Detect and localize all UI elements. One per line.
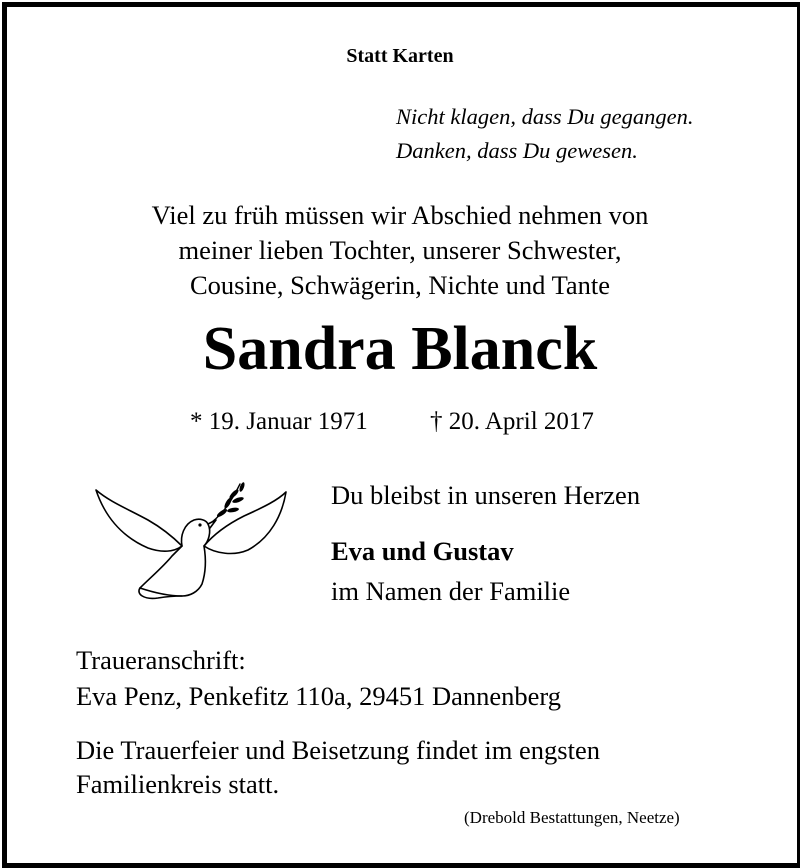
death-date: † 20. April 2017: [430, 408, 594, 435]
intro-line-1: Viel zu früh müssen wir Abschied nehmen von: [151, 200, 649, 230]
intro-line-2: meiner lieben Tochter, unserer Schwester,: [178, 235, 622, 265]
closing-line: Du bleibst in unseren Herzen: [331, 480, 641, 510]
funeral-home-credit: (Drebold Bestattungen, Neetze): [464, 808, 680, 827]
ceremony-line-1: Die Trauerfeier und Beisetzung findet im engsten: [76, 735, 600, 765]
intro-line-3: Cousine, Schwägerin, Nichte und Tante: [189, 270, 611, 300]
birth-date: * 19. Januar 1971: [190, 408, 368, 435]
address-line: Eva Penz, Penkefitz 110a, 29451 Dannenberg: [76, 681, 561, 711]
address-label: Traueranschrift:: [76, 645, 246, 675]
signer-names: Eva und Gustav: [331, 536, 514, 566]
motto-line-1: Nicht klagen, dass Du gegangen.: [396, 104, 694, 129]
ceremony-line-2: Familienkreis statt.: [76, 769, 280, 799]
dove-icon: [88, 480, 294, 602]
heading: Statt Karten: [346, 45, 454, 67]
deceased-name: Sandra Blanck: [202, 315, 598, 383]
motto-line-2: Danken, dass Du gewesen.: [396, 138, 638, 163]
signer-on-behalf: im Namen der Familie: [331, 576, 571, 606]
